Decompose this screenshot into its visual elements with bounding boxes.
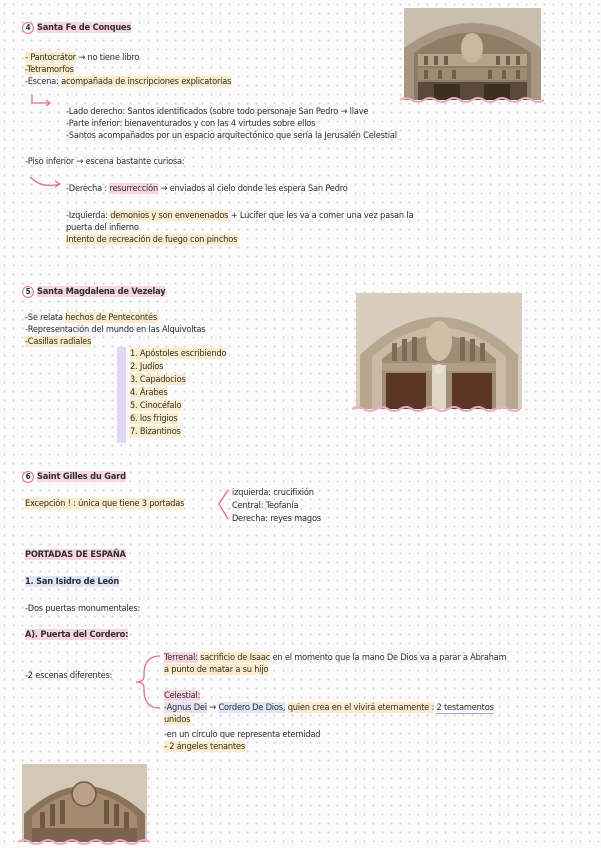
s4-sub-2: -Parte inferior: bienaventurados y con las 4 virtudes sobre ellos — [66, 118, 316, 129]
s6-central: Central: Teofanía — [232, 500, 299, 511]
decorative-wavy-line — [350, 405, 528, 413]
section-4-heading — [22, 22, 131, 34]
s4-izquierda-cont: puerta del infierno — [66, 222, 139, 233]
dos-puertas: -Dos puertas monumentales: — [25, 603, 141, 614]
section-5-heading — [22, 286, 165, 298]
list-item: 3. Capadocios — [130, 374, 186, 385]
puerta-cordero-heading: A). Puerta del Cordero: — [25, 629, 129, 640]
celestial-line-4: - 2 ángeles tenantes — [164, 741, 245, 752]
celestial-line: -Agnus Dei → Cordero De Dios, quien crea en el vivirá eternamente : 2 testamentos — [164, 702, 494, 713]
celestial-line-3: -en un círculo que representa eternidad — [164, 729, 321, 740]
section-title: Saint Gilles du Gard — [37, 471, 126, 482]
celestial-label: Celestial: — [164, 690, 201, 701]
curved-arrow-icon — [28, 174, 64, 190]
terrenal-line: Terrenal: sacrificio de Isaac en el momento que la mano De Dios va a parar a Abraham — [164, 652, 507, 663]
s4-line-2: -Tetramorfos — [25, 64, 74, 75]
branch-icon — [134, 654, 162, 710]
s4-sub-3: -Santos acompañados por un espacio arquitectónico que sería la Jerusalén Celestial — [66, 130, 397, 141]
section-6-heading — [22, 471, 126, 483]
s5-line-1: -Se relata hechos de Pentecontés — [25, 312, 157, 323]
vezelay-tympanum-photo — [356, 293, 522, 409]
brace-icon — [216, 488, 230, 522]
s6-izquierda: izquierda: crucifixión — [232, 487, 314, 498]
s6-derecha: Derecha: reyes magos — [232, 513, 321, 524]
arrow-icon — [30, 94, 54, 110]
celestial-line-2: unidos — [164, 714, 191, 725]
decorative-wavy-line — [398, 96, 546, 104]
section-number-badge: 6 — [22, 471, 34, 483]
list-side-bar — [117, 347, 126, 443]
dos-escenas: -2 escenas diferentes: — [25, 670, 113, 681]
s4-derecha: -Derecha : resurrección → enviados al cielo donde les espera San Pedro — [66, 183, 348, 194]
list-item: 5. Cinocéfalo — [130, 400, 182, 411]
terrenal-line-2: a punto de matar a su hijo — [164, 664, 269, 675]
s4-fuego: Intento de recreación de fuego con pinchos — [66, 234, 238, 245]
section-number-badge: 5 — [22, 286, 34, 298]
list-item: 6. los frigios — [130, 413, 178, 424]
section-title: Santa Magdalena de Vezelay — [37, 286, 166, 297]
section-title: Santa Fe de Conques — [37, 22, 132, 33]
s5-line-3: -Casillas radiales — [25, 336, 92, 347]
s4-line-4: -Piso inferior → escena bastante curiosa: — [25, 156, 185, 167]
decorative-wavy-line — [16, 838, 152, 846]
list-item: 1. Apóstoles escribiendo — [130, 348, 227, 359]
conques-tympanum-photo — [404, 8, 541, 100]
list-item: 4. Árabes — [130, 387, 168, 398]
s5-line-2: -Representación del mundo en las Alquivoltas — [25, 324, 206, 335]
s6-exception: Excepción ! : única que tiene 3 portadas — [25, 498, 185, 509]
spain-heading: PORTADAS DE ESPAÑA — [25, 549, 126, 560]
s4-line-3: -Escena: acompañada de inscripciones explicatorias — [25, 76, 232, 87]
list-item: 2. Judíos — [130, 361, 164, 372]
section-number-badge: 4 — [22, 22, 34, 34]
s4-sub-1: -Lado derecho: Santos identificados (sobre todo personaje San Pedro → llave — [66, 106, 369, 117]
s4-line-1: - Pantocrátor → no tiene libro — [25, 52, 140, 63]
agnus-dei-tympanum-photo — [22, 764, 147, 842]
list-item: 7. Bizantinos — [130, 426, 181, 437]
s4-izquierda: -Izquierda: demonios y son envenenados + Lucifer que les va a comer una vez pasan la — [66, 210, 414, 221]
san-isidro-heading: 1. San Isidro de León — [25, 576, 120, 587]
